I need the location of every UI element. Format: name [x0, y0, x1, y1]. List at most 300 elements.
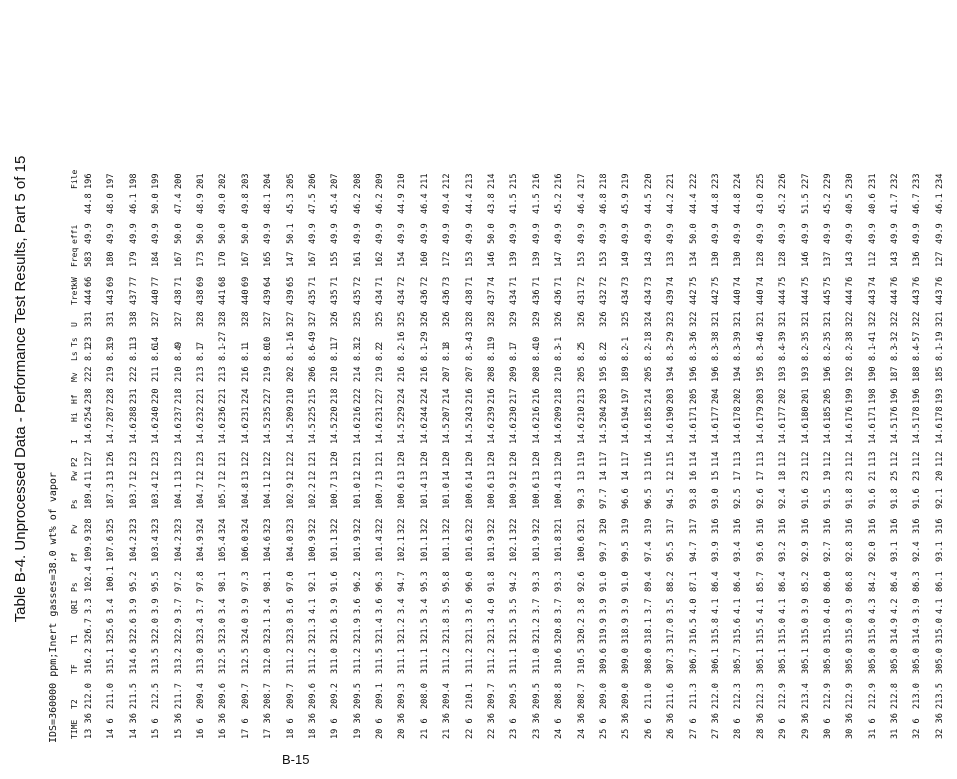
table-cell: 444	[890, 289, 901, 305]
table-cell: 8.1	[195, 345, 206, 361]
table-cell: 123	[128, 451, 139, 467]
table-cell: 209.5	[352, 683, 363, 709]
table-cell: 329	[531, 311, 542, 327]
table-cell: 443	[867, 289, 878, 305]
table-cell: 112	[934, 451, 945, 467]
column-header: Freq	[70, 247, 79, 267]
table-cell: 208	[352, 173, 363, 189]
table-cell: 93.6	[755, 541, 766, 562]
table-cell: 228	[106, 388, 117, 404]
table-cell: 14.6	[822, 423, 833, 444]
table-cell: 438	[464, 289, 475, 305]
table-cell: 205	[822, 388, 833, 404]
table-cell: 8.2	[800, 345, 811, 361]
table-cell: 195	[755, 366, 766, 382]
table-cell: 321	[755, 311, 766, 327]
table-cell: 112	[800, 451, 811, 467]
table-cell: 214	[487, 173, 498, 189]
table-cell: 205	[688, 388, 699, 404]
table-cell: 24 36	[576, 713, 587, 739]
table-cell: 146	[487, 251, 498, 267]
table-cell: 220	[151, 388, 162, 404]
column-header: Mv	[70, 372, 79, 382]
table-cell: 93.0	[710, 488, 721, 509]
table-cell: 8.1	[84, 345, 94, 361]
table-cell: 325	[352, 311, 363, 327]
table-cell: 139	[531, 251, 542, 267]
table-cell: 103.7	[128, 483, 139, 509]
table-cell: 226	[778, 173, 789, 189]
table-cell: 12	[509, 470, 520, 481]
table-cell: 203	[666, 388, 677, 404]
table-cell: 315.0	[867, 618, 878, 644]
table-cell: 12	[218, 470, 229, 481]
table-cell: 130	[733, 251, 744, 267]
table-cell: 444	[778, 289, 789, 305]
table-cell: 8.1	[285, 345, 296, 361]
table-cell: 49.9	[263, 223, 274, 244]
table-cell: 178	[912, 406, 923, 422]
table-cell: 317	[666, 518, 677, 534]
table-cell: 8.1	[240, 345, 251, 361]
table-cell: 49.9	[554, 223, 565, 244]
table-cell: 215	[509, 173, 520, 189]
table-cell: 583	[84, 251, 94, 267]
table-cell: 317	[688, 518, 699, 534]
table-cell: 308.0	[643, 648, 654, 674]
table-cell: 328	[240, 311, 251, 327]
table-cell: 161	[352, 251, 363, 267]
table-cell: 120	[330, 451, 341, 467]
table-cell: 112	[822, 451, 833, 467]
table-cell: 72	[352, 276, 363, 287]
table-cell: 198	[867, 388, 878, 404]
table-cell: 325	[106, 518, 117, 534]
table-cell: 93.1	[890, 541, 901, 562]
column-header: Ts	[70, 337, 79, 347]
table-cell: 224	[240, 388, 251, 404]
table-cell: 50.0	[688, 223, 699, 244]
table-cell: 321.3	[487, 618, 498, 644]
table-cell: 316	[822, 518, 833, 534]
table-cell: 112	[890, 451, 901, 467]
table-cell: 239	[487, 406, 498, 422]
table-cell: 8.1	[419, 345, 430, 361]
table-cell: 89.4	[643, 571, 654, 592]
table-cell: 176	[845, 406, 856, 422]
table-cell: 139	[509, 251, 520, 267]
table-cell: 216	[464, 388, 475, 404]
table-cell: 87.1	[688, 571, 699, 592]
table-cell: 313.2	[173, 648, 184, 674]
table-cell: 71	[330, 276, 341, 287]
table-cell: 216	[554, 173, 565, 189]
table-cell: 311.2	[352, 648, 363, 674]
table-cell: 49.4	[442, 193, 453, 214]
table-cell: 18	[778, 470, 789, 481]
table-cell: 101.9	[531, 536, 542, 562]
table-cell: 94.5	[666, 488, 677, 509]
table-cell: 320.8	[554, 618, 565, 644]
table-cell: 49.0	[218, 193, 229, 214]
column-header: Tret	[70, 285, 79, 305]
table-cell: 305.7	[733, 648, 744, 674]
table-cell: 216	[531, 173, 542, 189]
table-cell: 322	[307, 518, 318, 534]
table-cell: 213.0	[912, 683, 923, 709]
table-cell: 162	[375, 251, 386, 267]
table-cell: 311.1	[397, 648, 408, 674]
table-cell: 305.0	[822, 648, 833, 674]
table-cell: 8.3	[352, 345, 363, 361]
table-cell: 305.0	[845, 648, 856, 674]
table-cell: 71	[173, 276, 184, 287]
table-cell: 180	[800, 406, 811, 422]
table-cell: 14.6	[84, 423, 94, 444]
table-cell: 434	[621, 289, 632, 305]
table-cell: 209	[554, 406, 565, 422]
table-cell: 93.9	[710, 541, 721, 562]
table-cell: 209	[509, 366, 520, 382]
table-cell: 209.7	[285, 683, 296, 709]
table-cell: 49.9	[576, 223, 587, 244]
table-cell: 171	[688, 406, 699, 422]
table-cell: 45.2	[822, 193, 833, 214]
table-cell: 187.3	[106, 483, 117, 509]
table-cell: 171	[867, 406, 878, 422]
table-cell: 8.3	[710, 345, 721, 361]
table-cell: 109.9	[84, 536, 94, 562]
table-cell: 127	[84, 451, 94, 467]
table-cell: 113	[733, 451, 744, 467]
table-cell: 4.1	[778, 598, 789, 614]
table-cell: 209.4	[195, 683, 206, 709]
table-cell: 143	[845, 251, 856, 267]
table-cell: 101.4	[375, 536, 386, 562]
table-cell: 325	[375, 311, 386, 327]
table-cell: 178	[733, 406, 744, 422]
table-cell: 46.2	[375, 193, 386, 214]
table-cell: 68	[218, 276, 229, 287]
table-cell: 438	[195, 289, 206, 305]
table-cell: 165	[263, 251, 274, 267]
table-cell: 436	[531, 289, 542, 305]
table-cell: 49.9	[419, 223, 430, 244]
table-cell: 14.5	[397, 423, 408, 444]
table-cell: 104.6	[263, 536, 274, 562]
table-cell: 210.1	[464, 683, 475, 709]
table-cell: 18 6	[285, 718, 296, 739]
table-cell: 19 6	[330, 718, 341, 739]
table-cell: 188	[912, 366, 923, 382]
table-cell: 338	[128, 311, 139, 327]
table-cell: 315.6	[733, 618, 744, 644]
table-cell: 328	[218, 311, 229, 327]
table-cell: 205	[576, 366, 587, 382]
table-cell: 122	[240, 451, 251, 467]
table-cell: 315.1	[106, 648, 117, 674]
table-cell: 224	[419, 388, 430, 404]
table-cell: 23 6	[509, 718, 520, 739]
table-cell: 86.4	[778, 571, 789, 592]
table-cell: 328	[464, 311, 475, 327]
table-cell: 439	[666, 289, 677, 305]
table-cell: 8.3	[106, 345, 117, 361]
table-cell: 12	[263, 470, 274, 481]
table-cell: 213	[576, 388, 587, 404]
table-cell: 3.9	[128, 598, 139, 614]
table-cell: 85.7	[755, 571, 766, 592]
table-cell: 218	[173, 388, 184, 404]
table-cell: 236	[218, 406, 229, 422]
table-cell: 45.3	[285, 193, 296, 214]
table-cell: 436	[554, 289, 565, 305]
table-cell: 216	[419, 366, 430, 382]
table-cell: 45.4	[330, 193, 341, 214]
table-cell: 86.8	[845, 571, 856, 592]
table-cell: 3.4	[397, 598, 408, 614]
table-cell: 13	[531, 470, 542, 481]
table-cell: 196	[710, 366, 721, 382]
table-cell: 440	[755, 289, 766, 305]
table-cell: 7	[195, 341, 206, 347]
table-cell: 315.5	[755, 618, 766, 644]
table-cell: 101.9	[352, 536, 363, 562]
table-cell: 440	[151, 289, 162, 305]
table-cell: 3.8	[576, 598, 587, 614]
table-cell: 224	[733, 173, 744, 189]
table-cell: 323	[173, 518, 184, 534]
table-cell: 21	[867, 470, 878, 481]
table-cell: 75	[800, 276, 811, 287]
table-cell: 207	[464, 366, 475, 382]
table-cell: 322	[531, 518, 542, 534]
table-cell: 324	[643, 311, 654, 327]
table-cell: 167	[307, 251, 318, 267]
table-cell: 100.1	[106, 566, 117, 592]
table-cell: 50.0	[240, 223, 251, 244]
table-cell: 153	[464, 251, 475, 267]
table-cell: 25	[890, 470, 901, 481]
table-cell: 323.4	[195, 618, 206, 644]
table-cell: 316	[867, 518, 878, 534]
table-cell: 318.9	[621, 618, 632, 644]
table-cell: 104.0	[285, 536, 296, 562]
table-cell: 238	[84, 388, 94, 404]
table-cell: 4.0	[822, 598, 833, 614]
table-cell: 227	[263, 388, 274, 404]
table-cell: 322	[509, 518, 520, 534]
table-cell: 23	[845, 470, 856, 481]
table-cell: 322	[912, 311, 923, 327]
table-cell: 3.6	[285, 598, 296, 614]
table-cell: 47.5	[307, 193, 318, 214]
column-header: Hi	[70, 412, 79, 422]
table-cell: 323	[666, 311, 677, 327]
table-cell: 14.6	[845, 423, 856, 444]
table-cell: 237	[173, 406, 184, 422]
table-cell: 17 36	[263, 713, 274, 739]
table-cell: 84.2	[867, 571, 878, 592]
table-cell: 209.1	[375, 683, 386, 709]
table-cell: 12	[195, 470, 206, 481]
table-cell: 49.9	[755, 223, 766, 244]
table-cell: 91.5	[822, 488, 833, 509]
table-cell: 14.6	[218, 423, 229, 444]
table-cell: 311.0	[531, 648, 542, 674]
table-cell: -1	[554, 336, 565, 347]
table-cell: 8.6	[151, 345, 162, 361]
table-cell: 205	[643, 366, 654, 382]
table-cell: 49.9	[822, 223, 833, 244]
table-cell: 127	[934, 251, 945, 267]
table-cell: 43.8	[487, 193, 498, 214]
table-cell: 328	[487, 311, 498, 327]
table-cell: 128	[778, 251, 789, 267]
table-cell: 326	[576, 311, 587, 327]
table-cell: 440	[733, 289, 744, 305]
table-cell: 101.1	[419, 536, 430, 562]
table-cell: 13	[487, 470, 498, 481]
table-cell: 14.7	[106, 423, 117, 444]
table-cell: 8.1	[218, 345, 229, 361]
table-cell: 50.1	[285, 223, 296, 244]
table-cell: 92.6	[576, 571, 587, 592]
table-cell: 8.3	[755, 345, 766, 361]
table-cell: 12	[307, 470, 318, 481]
table-cell: 49.9	[307, 223, 318, 244]
table-cell: 104.2	[173, 536, 184, 562]
table-cell: 442	[710, 289, 721, 305]
table-cell: 14.6	[375, 423, 386, 444]
table-cell: 322	[464, 518, 475, 534]
table-cell: 3.9	[845, 598, 856, 614]
table-cell: -36	[688, 331, 699, 347]
table-cell: 14.5	[285, 423, 296, 444]
table-cell: 76	[845, 276, 856, 287]
table-cell: 8.2	[822, 345, 833, 361]
table-cell: 25 36	[621, 713, 632, 739]
table-cell: 3.9	[621, 598, 632, 614]
table-cell: 219	[263, 366, 274, 382]
table-cell: 216	[531, 388, 542, 404]
table-cell: 233	[912, 173, 923, 189]
table-cell: 3.9	[240, 598, 251, 614]
table-cell: 4.1	[733, 598, 744, 614]
table-cell: 4.0	[487, 598, 498, 614]
table-cell: 222	[84, 366, 94, 382]
table-cell: 208	[487, 366, 498, 382]
table-cell: 212.0	[710, 683, 721, 709]
test-conditions: IDS=360000 ppm;Inert gasses=38.0 wt% of vapor	[48, 472, 59, 743]
table-cell: 322	[352, 518, 363, 534]
table-cell: 322	[487, 518, 498, 534]
table-cell: 13	[330, 470, 341, 481]
table-cell: 325	[397, 311, 408, 327]
table-cell: 324.0	[240, 618, 251, 644]
table-cell: 8.2	[621, 345, 632, 361]
table-cell: 91.0	[621, 571, 632, 592]
table-cell: 2	[375, 341, 386, 347]
table-cell: 21 36	[442, 713, 453, 739]
table-cell: 92.7	[822, 541, 833, 562]
column-header: Ps	[70, 582, 79, 592]
table-cell: 49.9	[890, 223, 901, 244]
table-cell: 14.6	[576, 423, 587, 444]
table-cell: 189.4	[84, 483, 94, 509]
table-cell: 31 6	[867, 718, 878, 739]
column-header: effi	[70, 224, 79, 244]
table-cell: 3.4	[106, 598, 117, 614]
table-cell: 14.6	[531, 423, 542, 444]
table-cell: 49.9	[84, 223, 94, 244]
table-cell: 315.0	[934, 618, 945, 644]
table-cell: 198	[128, 173, 139, 189]
table-cell: 322.9	[173, 618, 184, 644]
table-cell: 126	[106, 451, 117, 467]
table-cell: 235	[263, 406, 274, 422]
table-cell: 325	[621, 311, 632, 327]
table-cell: 93.3	[554, 571, 565, 592]
table-cell: 321	[934, 311, 945, 327]
column-header: T2	[70, 699, 79, 709]
column-header: File	[70, 169, 79, 189]
table-cell: 210	[554, 366, 565, 382]
table-cell: 4.3	[867, 598, 878, 614]
table-cell: 72	[419, 276, 430, 287]
table-cell: 113	[867, 451, 878, 467]
table-cell: 134	[688, 251, 699, 267]
table-cell: 307.3	[666, 648, 677, 674]
table-cell: 313.0	[195, 648, 206, 674]
table-cell: 213	[218, 366, 229, 382]
table-cell: 1	[240, 341, 251, 347]
table-cell: 73	[442, 276, 453, 287]
table-cell: 177	[710, 406, 721, 422]
table-cell: 231	[375, 406, 386, 422]
table-cell: 209.4	[442, 683, 453, 709]
table-cell: 160	[419, 251, 430, 267]
table-cell: 211.5	[128, 683, 139, 709]
table-cell: 203	[755, 388, 766, 404]
table-cell: 64	[263, 276, 274, 287]
table-cell: 14.6	[195, 423, 206, 444]
table-cell: 13	[106, 470, 117, 481]
table-cell: 100.7	[375, 483, 386, 509]
table-cell: 49.9	[710, 223, 721, 244]
table-cell: 23	[800, 470, 811, 481]
table-cell: 208	[531, 366, 542, 382]
table-cell: 102.2	[307, 483, 318, 509]
table-cell: 321	[576, 518, 587, 534]
table-cell: 121	[307, 451, 318, 467]
table-cell: 23	[84, 336, 94, 347]
table-cell: 311.1	[509, 648, 520, 674]
table-cell: 184	[151, 251, 162, 267]
table-cell: 75	[822, 276, 833, 287]
table-cell: -29	[419, 331, 430, 347]
table-cell: 8.1	[128, 345, 139, 361]
table-cell: 19	[487, 336, 498, 347]
table-cell: 14.5	[442, 423, 453, 444]
table-cell: 209.6	[307, 683, 318, 709]
table-cell: 327	[285, 311, 296, 327]
table-cell: -39	[733, 331, 744, 347]
column-header: Ls	[70, 351, 79, 361]
table-cell: 221	[195, 388, 206, 404]
table-cell: 49.9	[845, 223, 856, 244]
table-cell: 209	[375, 173, 386, 189]
